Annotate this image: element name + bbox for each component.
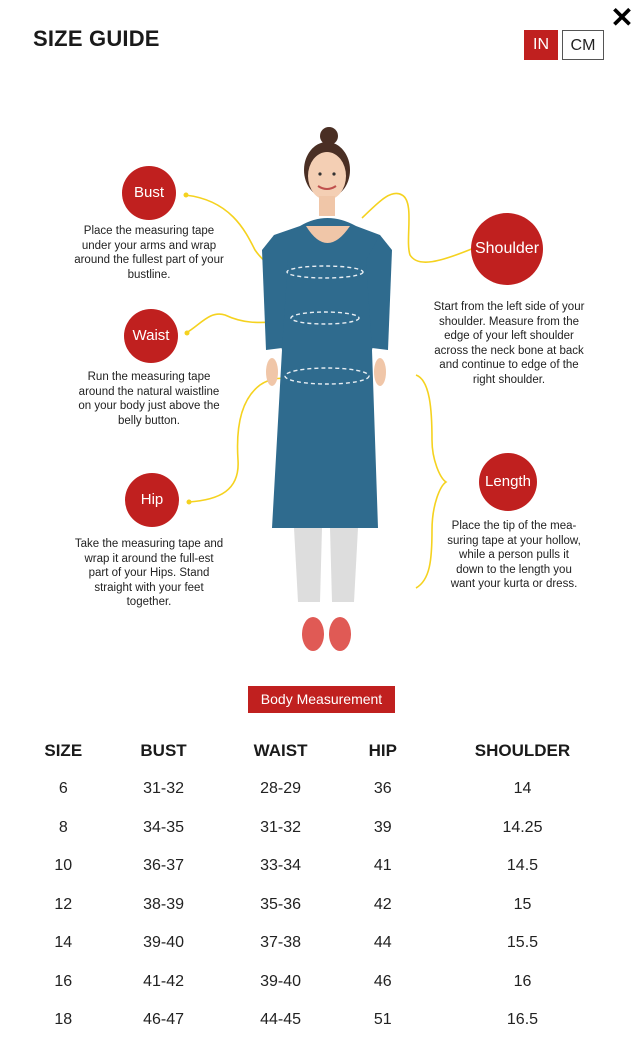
- column-header-hip: HIP: [368, 741, 397, 760]
- size-cell: 14: [54, 934, 73, 952]
- hip-cell: 41: [373, 857, 392, 875]
- table-row: [20, 847, 620, 886]
- shoulder-cell: 14: [513, 780, 532, 798]
- size-table: [20, 732, 620, 1040]
- size-cell: 12: [54, 895, 73, 913]
- waist-instructions: Run the measuring tape around the natural waistline on your body just above the belly button.: [78, 371, 220, 427]
- hip-cell: 36: [373, 780, 392, 798]
- column-header-bust: BUST: [140, 741, 187, 760]
- shoulder-cell: 14.25: [502, 818, 543, 836]
- size-cell: 6: [58, 780, 68, 798]
- unit-cm-button[interactable]: CM: [562, 30, 604, 60]
- body-measurement-label: Body Measurement: [248, 686, 395, 713]
- column-header-size: SIZE: [44, 741, 83, 760]
- hip-cell: 42: [373, 895, 392, 913]
- waist-cell: 33-34: [260, 857, 302, 875]
- waist-badge: Waist: [124, 309, 178, 363]
- waist-cell: 37-38: [260, 934, 302, 952]
- waist-cell: 44-45: [260, 1011, 302, 1029]
- waist-cell: 35-36: [260, 895, 302, 913]
- hip-cell: 39: [373, 818, 392, 836]
- bust-cell: 34-35: [143, 818, 185, 836]
- hip-cell: 46: [373, 972, 392, 990]
- table-row: [20, 809, 620, 848]
- bust-cell: 38-39: [143, 895, 185, 913]
- shoulder-cell: 14.5: [506, 857, 539, 875]
- bust-badge: Bust: [122, 166, 176, 220]
- size-cell: 16: [54, 972, 73, 990]
- waist-cell: 31-32: [260, 818, 302, 836]
- table-row: [20, 886, 620, 925]
- shoulder-cell: 15: [513, 895, 532, 913]
- size-cell: 10: [54, 857, 73, 875]
- hip-badge: Hip: [125, 473, 179, 527]
- shoulder-cell: 16: [513, 972, 532, 990]
- bust-instructions: Place the measuring tape under your arms and wrap around the fullest part of your bustline.: [74, 225, 224, 281]
- bust-cell: 31-32: [143, 780, 185, 798]
- bust-cell: 41-42: [143, 972, 185, 990]
- column-header-shoulder: SHOULDER: [474, 741, 571, 760]
- unit-in-button[interactable]: IN: [524, 30, 558, 60]
- size-cell: 18: [54, 1011, 73, 1029]
- length-badge: Length: [479, 453, 537, 511]
- waist-cell: 28-29: [260, 780, 302, 798]
- bust-cell: 36-37: [143, 857, 185, 875]
- hip-cell: 51: [373, 1011, 392, 1029]
- shoulder-cell: 16.5: [506, 1011, 539, 1029]
- table-row: [20, 924, 620, 963]
- table-header-row: [20, 732, 620, 770]
- page-title: SIZE GUIDE: [33, 26, 160, 51]
- table-row: [20, 963, 620, 1002]
- shoulder-instructions: Start from the left side of your shoulder. Measure from the edge of your left shoulder across the neck bone at back and continue to edge of the right shoulder.: [433, 301, 585, 386]
- table-row: [20, 1001, 620, 1040]
- shoulder-badge: Shoulder: [471, 213, 543, 285]
- shoulder-cell: 15.5: [506, 934, 539, 952]
- hip-instructions: Take the measuring tape and wrap it around the full-est part of your Hips. Stand straight with your feet together.: [74, 538, 224, 609]
- column-header-waist: WAIST: [253, 741, 308, 760]
- bust-cell: 39-40: [143, 934, 185, 952]
- table-row: [20, 770, 620, 809]
- measurement-guide: [0, 110, 640, 670]
- hip-cell: 44: [373, 934, 392, 952]
- size-cell: 8: [58, 818, 68, 836]
- close-icon[interactable]: ✕: [610, 2, 634, 33]
- bust-cell: 46-47: [143, 1011, 185, 1029]
- waist-cell: 39-40: [260, 972, 302, 990]
- length-instructions: Place the tip of the mea-suring tape at your hollow, while a person pulls it down to the length you want your kurta or dress.: [447, 520, 581, 591]
